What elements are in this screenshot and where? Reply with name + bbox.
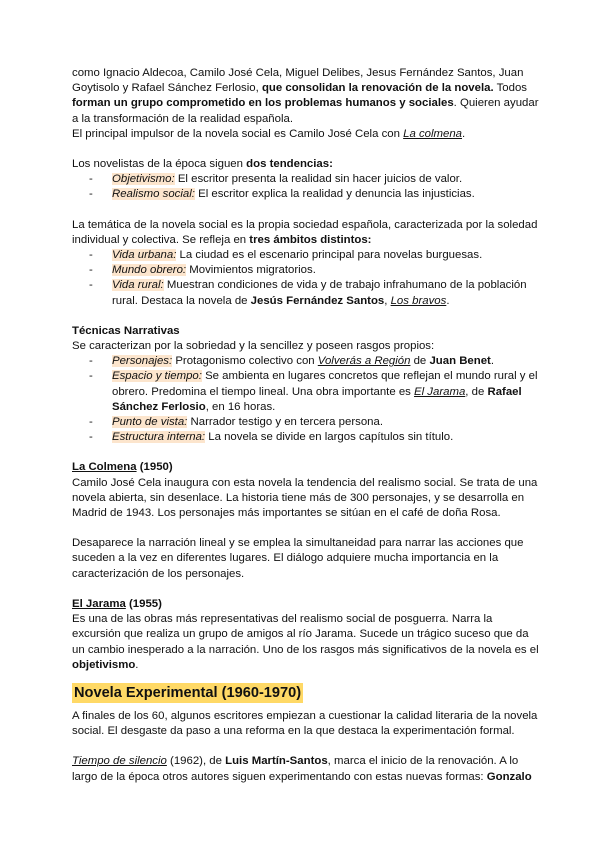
item-label: Espacio y tiempo: [112, 370, 202, 383]
connector: de [410, 355, 430, 368]
separator: , [384, 294, 391, 307]
jarama-paragraph [72, 612, 540, 673]
work-title: El Jarama [414, 385, 466, 398]
period: . [446, 294, 450, 307]
list-item [89, 430, 540, 445]
impulsor-paragraph [72, 127, 540, 142]
work-title: Los bravos [390, 294, 447, 307]
item-label: Objetivismo: [112, 173, 175, 186]
connector: , de [465, 385, 488, 398]
item-text: El escritor explica la realidad y denuncia las injusticias. [194, 188, 475, 201]
item-label: Vida rural: [112, 279, 164, 292]
list-item [89, 415, 540, 430]
intro-text-2: Todos [493, 82, 527, 95]
tematica-intro [72, 218, 540, 248]
jarama-heading [72, 597, 540, 612]
item-label: Realismo social: [112, 188, 195, 201]
colmena-paragraph-1: Camilo José Cela inaugura con esta novela la tendencia del realismo social. Se trata de una novela abierta, sin desenlace. La historia tiene más de 300 personajes, y se desarrolla en Madrid de 1943. Los personajes más importantes se sitúan en el café de doña Rosa. [72, 476, 538, 520]
item-label: Estructura interna: [112, 431, 206, 444]
author-name-2: Gonzalo [486, 770, 532, 783]
colmena-year: (1950) [136, 461, 173, 474]
tendencias-text: Los novelistas de la época siguen [72, 158, 247, 171]
item-label: Personajes: [112, 355, 173, 368]
colmena-title: La Colmena [72, 461, 137, 474]
author-name: Luis Martín-Santos [225, 755, 328, 768]
tendencias-list [72, 172, 540, 202]
item-label: Vida urbana: [112, 249, 177, 262]
work-title: Volverás a Región [317, 355, 411, 368]
author-name: Rafael Sánchez Ferlosio [112, 385, 522, 413]
list-item [89, 278, 540, 308]
list-item [89, 369, 540, 415]
list-item [89, 187, 540, 202]
intro-bold-1: que consolidan la renovación de la novela. [261, 82, 494, 95]
tematica-bold: tres ámbitos distintos: [249, 233, 372, 246]
item-text: Narrador testigo y en tercera persona. [187, 416, 383, 429]
item-text: Movimientos migratorios. [186, 264, 316, 277]
intro-text-3: . Quieren ayudar a la transformación de la realidad española. [72, 97, 539, 125]
item-text: La novela se divide en largos capítulos sin título. [205, 431, 454, 444]
experimental-text-2: , marca el inicio de la renovación. A lo largo de la época otros autores siguen experimentando con estas nuevas formas: [72, 755, 519, 783]
item-text: La ciudad es el escenario principal para novelas burguesas. [176, 249, 483, 262]
tendencias-bold: dos tendencias: [246, 158, 333, 171]
period: . [490, 355, 495, 368]
jarama-bold: objetivismo [72, 658, 136, 671]
colmena-heading [72, 460, 540, 475]
colmena-paragraph-2: Desaparece la narración lineal y se emplea la simultaneidad para narrar las acciones que suceden a la vez en diferentes lugares. El diálogo adquiere mucha importancia en la caracterización de los personajes. [72, 537, 524, 580]
item-text: Muestran condiciones de vida y de trabajo infrahumano de la población rural. Destaca la novela de [112, 279, 527, 307]
impulsor-text: El principal impulsor de la novela social es Camilo José Cela con [72, 127, 404, 140]
la-colmena-link: La colmena [403, 127, 463, 140]
work-title: Tiempo de silencio [72, 755, 167, 768]
period: . [462, 127, 466, 140]
tematica-text: La temática de la novela social es la propia sociedad española, caracterizada por la soledad individual y colectiva. Se refleja en [72, 218, 538, 246]
tecnicas-heading: Técnicas Narrativas [72, 324, 180, 337]
intro-bold-2: forman un grupo comprometido en los problemas humanos y sociales [72, 97, 454, 110]
list-item [89, 354, 540, 369]
intro-text: como Ignacio Aldecoa, Camilo José Cela, Miguel Delibes, Jesus Fernández Santos, Juan Goytisolo y Rafael Sánchez Ferlosio, [72, 67, 524, 95]
intro-paragraph [72, 66, 540, 127]
jarama-year: (1955) [125, 597, 162, 610]
tecnicas-intro: Se caracterizan por la sobriedad y la sencillez y poseen rasgos propios: [72, 340, 435, 353]
author-name: Jesús Fernández Santos [250, 294, 385, 307]
experimental-paragraph-2 [72, 754, 540, 784]
period: . [135, 658, 139, 671]
experimental-paragraph-1: A finales de los 60, algunos escritores empiezan a cuestionar la calidad literaria de la novela social. El desgaste da paso a una reforma en la que destaca la experimentación formal. [72, 709, 538, 738]
item-end: , en 16 horas. [205, 400, 276, 413]
experimental-heading: Novela Experimental (1960-1970) [74, 684, 302, 701]
item-text: Se ambienta en lugares concretos que reflejan el mundo rural y el obrero. Predomina el tiempo lineal. Una obra importante es [112, 370, 538, 398]
jarama-title: El Jarama [72, 597, 126, 610]
item-label: Mundo obrero: [112, 264, 187, 277]
item-text: Protagonismo colectivo con [172, 355, 318, 368]
item-label: Punto de vista: [112, 416, 188, 429]
tendencias-intro [72, 157, 540, 172]
experimental-heading-wrap [72, 683, 540, 703]
tecnicas-list [72, 354, 540, 445]
jarama-text: Es una de las obras más representativas del realismo social de posguerra. Narra la excursión que realiza un grupo de amigos al río Jarama. Sucede un trágico suceso que da un cambio inesperado a la narración. Uno de los rasgos más significativos de la novela es el [72, 613, 539, 656]
list-item [89, 248, 540, 263]
tematica-list [72, 248, 540, 309]
experimental-text: (1962), de [166, 755, 226, 768]
list-item [89, 172, 540, 187]
author-name: Juan Benet [429, 355, 491, 368]
list-item [89, 263, 540, 278]
item-text: El escritor presenta la realidad sin hacer juicios de valor. [174, 173, 463, 186]
